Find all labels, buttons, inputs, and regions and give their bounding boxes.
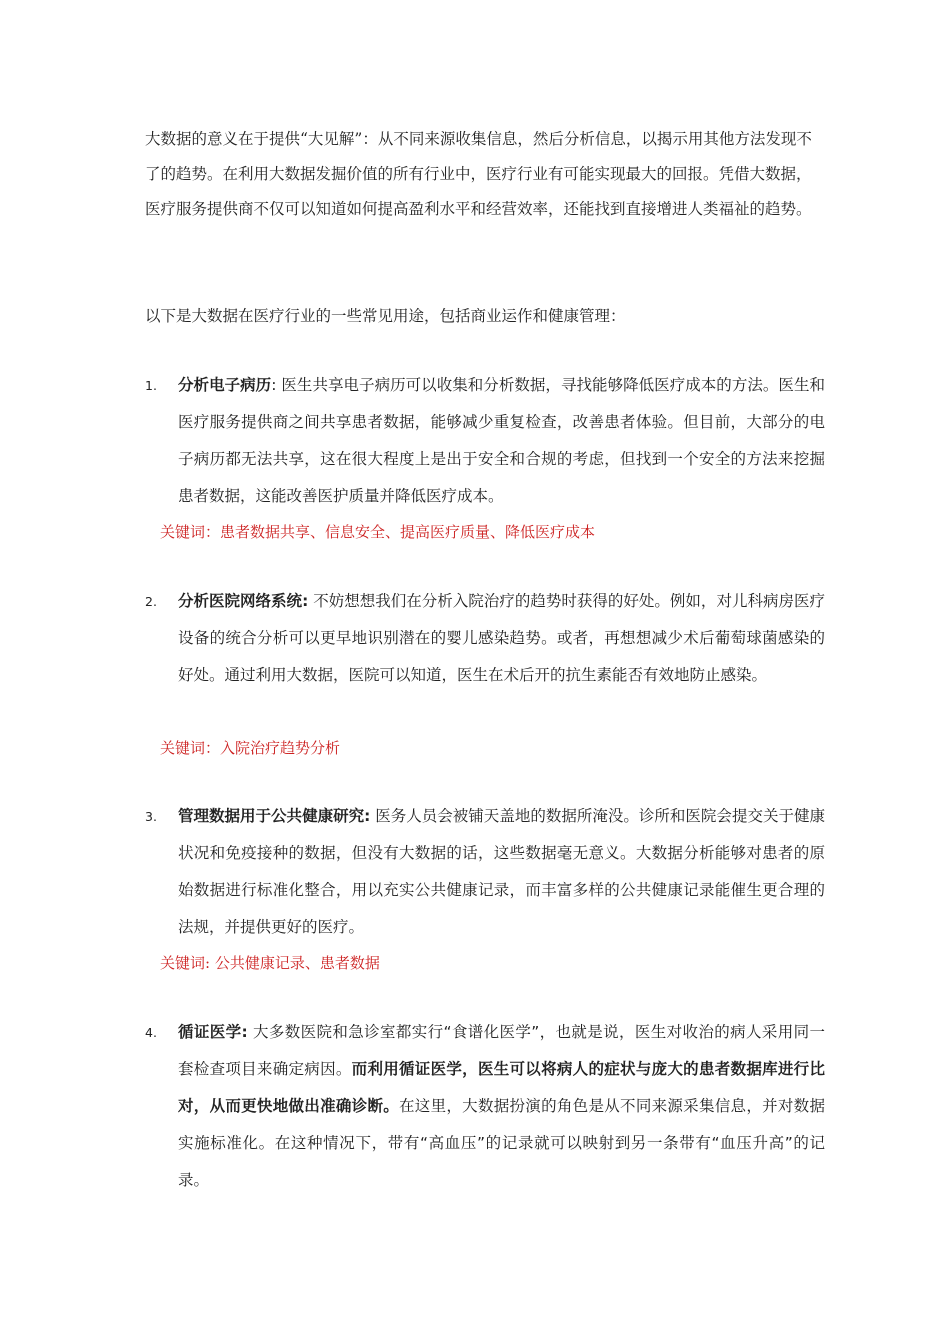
list-item-body — [178, 583, 825, 694]
keywords-line-3: 关键词: 公共健康记录、患者数据 — [160, 954, 380, 972]
list-number: 3. — [145, 809, 157, 824]
list-item-4 — [145, 1014, 825, 1199]
list-item-body — [178, 1014, 825, 1199]
list-item-2 — [145, 583, 825, 694]
list-number: 4. — [145, 1025, 157, 1040]
list-item-body — [178, 798, 825, 946]
list-number: 2. — [145, 594, 157, 609]
keywords-line-1: 关键词：患者数据共享、信息安全、提高医疗质量、降低医疗成本 — [160, 523, 596, 541]
item-title: 分析医院网络系统: — [178, 592, 309, 610]
item-text: 医生共享电子病历可以收集和分析数据，寻找能够降低医疗成本的方法。医生和医疗服务提供商之间共享患者数据，能够减少重复检查，改善患者体验。但目前，大部分的电子病历都无法共享，这在很大程度上是出于安全和合规的考虑，但找到一个安全的方法来挖掘患者数据，这能改善医护质量并降低医疗成本。 — [178, 376, 825, 505]
item-title: 管理数据用于公共健康研究: — [178, 807, 371, 825]
list-item-body — [178, 367, 825, 515]
list-item-1 — [145, 367, 825, 515]
intro-paragraph: 大数据的意义在于提供“大见解”：从不同来源收集信息，然后分析信息，以揭示用其他方法发现不了的趋势。在利用大数据发掘价值的所有行业中，医疗行业有可能实现最大的回报。凭借大数据，医疗服务提供商不仅可以知道如何提高盈利水平和经营效率，还能找到直接增进人类福祉的趋势。 — [145, 130, 812, 218]
lead-paragraph: 以下是大数据在医疗行业的一些常见用途，包括商业运作和健康管理： — [145, 307, 626, 325]
keywords-line-2: 关键词：入院治疗趋势分析 — [160, 739, 341, 757]
item-separator: : — [271, 376, 282, 394]
item-title: 分析电子病历 — [178, 376, 272, 394]
list-number: 1. — [145, 378, 157, 393]
item-text: 在这里，大数据扮演的角色是从不同来源采集信息，并对数据实施标准化。在这种情况下，带有“高血压”的记录就可以映射到另一条带有“血压升高”的记录。 — [178, 1097, 825, 1189]
list-item-3 — [145, 798, 825, 946]
item-text: 不妨想想我们在分析入院治疗的趋势时获得的好处。例如，对儿科病房医疗设备的统合分析可以更早地识别潜在的婴儿感染趋势。或者，再想想减少术后葡萄球菌感染的好处。通过利用大数据，医院可以知道，医生在术后开的抗生素能否有效地防止感染。 — [178, 592, 825, 684]
item-text: 大多数医院和急诊室都实行“食谱化医学”，也就是说，医生对收治的病人采用同一套检查项目来确定病因。 — [178, 1023, 825, 1078]
item-text-emphasis: 而利用循证医学，医生可以将病人的症状与庞大的患者数据库进行比对，从而更快地做出准确诊断。 — [178, 1060, 825, 1115]
item-text: 医务人员会被铺天盖地的数据所淹没。诊所和医院会提交关于健康状况和免疫接种的数据，但没有大数据的话，这些数据毫无意义。大数据分析能够对患者的原始数据进行标准化整合，用以充实公共健康记录，而丰富多样的公共健康记录能催生更合理的法规，并提供更好的医疗。 — [178, 807, 825, 936]
item-title: 循证医学: — [178, 1023, 248, 1041]
